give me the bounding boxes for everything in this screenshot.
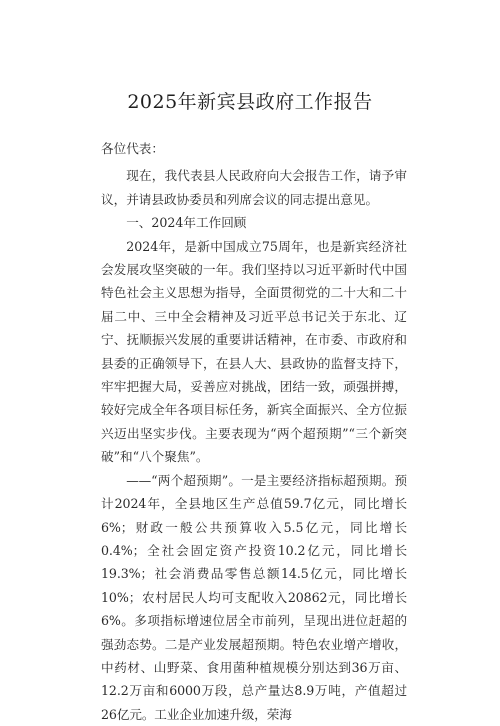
body-paragraph-2: ——“两个超预期”。一是主要经济指标超预期。预计2024年，全县地区生产总值59.7亿元，同比增长6%；财政一般公共预算收入5.5亿元，同比增长0.4%；全社会固定资产投资10.2亿元，同比增长19.3%；社会消费品零售总额14.5亿元，同比增长10%；农村居民人均可支配收入20862元，同比增长6%。多项指标增速位居全市前列，呈现出进位赶超的强劲态势。二是产业发展超预期。特色农业增产增收，中药材、山野菜、食用菌种植规模分别达到36万亩、12.2万亩和6000万段，总产量达8.9万吨，产值超过26亿元。工业企业加速升级，荣海 [101,472,407,722]
document-body [101,137,407,726]
document-title: 2025年新宾县政府工作报告 [127,91,373,113]
section-heading: 一、2024年工作回顾 [126,215,247,231]
intro-paragraph: 现在，我代表县人民政府向大会报告工作，请予审议，并请县政协委员和列席会议的同志提出意见。 [101,168,407,207]
salutation: 各位代表： [101,141,164,156]
body-paragraph-1: 2024年，是新中国成立75周年，也是新宾经济社会发展攻坚突破的一年。我们坚持以习近平新时代中国特色社会主义思想为指导，全面贯彻党的二十大和二十届二中、三中全会精神及习近平总书记关于东北、辽宁、抚顺振兴发展的重要讲话精神，在市委、市政府和县委的正确领导下，在县人大、县政协的监督支持下，牢牢把握大局，妥善应对挑战，团结一致，顽强拼搏，较好完成全年各项目标任务，新宾全面振兴、全方位振兴迈出坚实步伐。主要表现为“两个超预期”“三个新突破”和“八个聚焦”。 [101,238,407,465]
